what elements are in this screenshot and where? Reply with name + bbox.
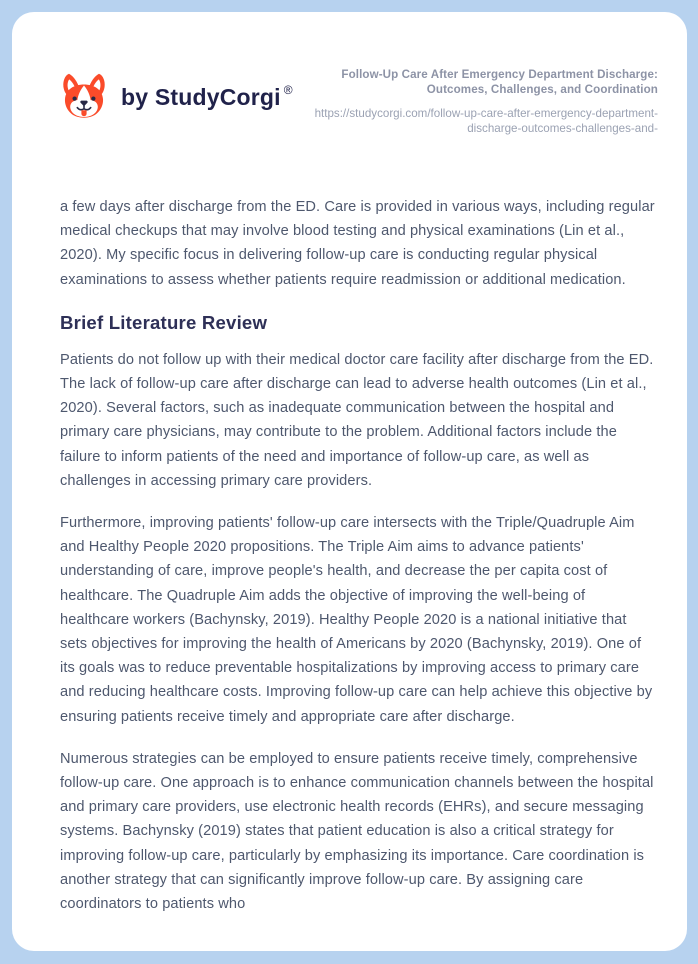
header-title-block bbox=[314, 67, 658, 136]
paragraph-strategies: Numerous strategies can be employed to ensure patients receive timely, comprehensive follow-up care. One approach is to enhance communication channels between the hospital and primary care providers, use electronic health records (EHRs), and secure messaging systems. Bachynsky (2019) states that patient education is also a critical strategy for improving follow-up care, particularly by emphasizing its importance. Care coordination is another strategy that can significantly improve follow-up care. By assigning care coordinators to patients who bbox=[60, 750, 654, 913]
document-card bbox=[12, 12, 687, 951]
section-heading: Brief Literature Review bbox=[60, 311, 268, 333]
paragraph-literature-2: Furthermore, improving patients' follow-up care intersects with the Triple/Quadruple Aim and Healthy People 2020 propositions. The Triple Aim aims to advance patients' understanding of care, improve people's health, and decrease the per capita cost of healthcare. The Quadruple Aim adds the objective of improving the well-being of healthcare workers (Bachynsky, 2019). Healthy People 2020 is a national initiative that sets objectives for improving the health of Americans by 2020 (Bachynsky, 2019). One of its goals was to reduce preventable hospitalizations by improving access to primary care and reducing healthcare costs. Improving follow-up care can help achieve this objective by ensuring patients receive timely and appropriate care after discharge. bbox=[60, 515, 653, 725]
paragraph-intro: a few days after discharge from the ED. Care is provided in various ways, including regular medical checkups that may involve blood testing and physical examinations (Lin et al., 2020). My specific focus in delivering follow-up care is conducting regular physical examinations to assess whether patients require readmission or additional medication. bbox=[60, 199, 655, 288]
document-url: https://studycorgi.com/follow-up-care-after-emergency-department-discharge-outcomes-challenges-and- bbox=[314, 107, 658, 135]
brand-name: by StudyCorgi bbox=[121, 83, 281, 110]
registered-trademark-icon: ® bbox=[283, 83, 293, 97]
document-title: Follow-Up Care After Emergency Department Discharge: Outcomes, Challenges, and Coordination bbox=[341, 68, 658, 96]
document-body bbox=[60, 195, 657, 916]
studycorgi-logo bbox=[60, 73, 293, 121]
paragraph-literature-1: Patients do not follow up with their medical doctor care facility after discharge from the ED. The lack of follow-up care after discharge can lead to adverse health outcomes (Lin et al., 2020). Several factors, such as inadequate communication between the hospital and primary care physicians, may contribute to the problem. Additional factors include the failure to inform patients of the need and importance of follow-up care, as well as challenges in accessing primary care providers. bbox=[60, 351, 654, 489]
document-header bbox=[60, 61, 658, 136]
corgi-logo-icon bbox=[60, 73, 108, 121]
